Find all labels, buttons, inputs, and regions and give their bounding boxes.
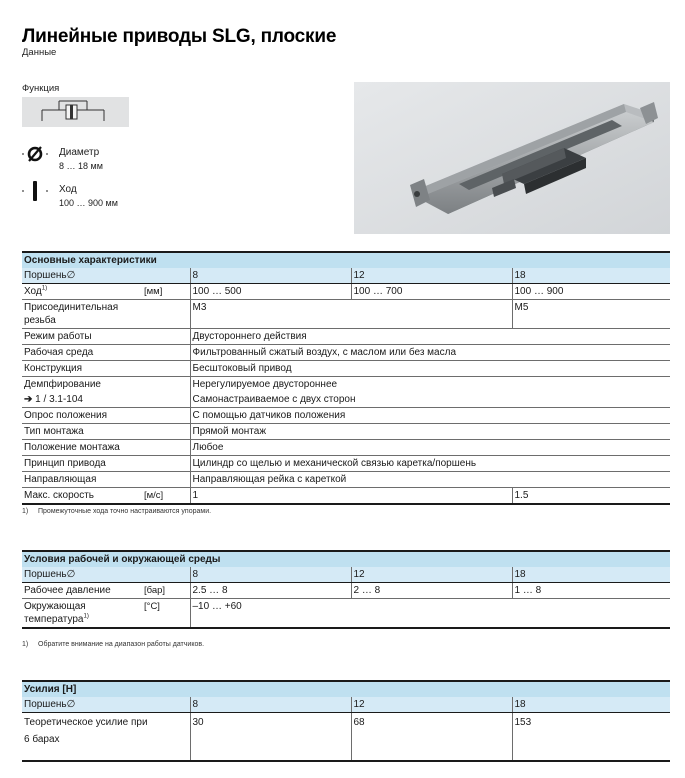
table-cell: Цилиндр со щелью и механической связью каретка/поршень xyxy=(190,456,670,472)
table-row xyxy=(22,345,670,361)
piston-label: Поршень xyxy=(24,569,67,580)
row-label: Конструкция xyxy=(22,361,190,377)
cushion-reference-link[interactable]: 1 / 3.1-104 xyxy=(35,394,83,405)
table-title: Основные характеристики xyxy=(22,252,670,268)
environment-conditions-table xyxy=(22,550,670,629)
table-cell: Двустороннего действия xyxy=(190,329,670,345)
page-subtitle: Данные xyxy=(22,47,57,58)
row-label: Рабочая среда xyxy=(22,345,190,361)
table-cell: 100 … 500 xyxy=(190,284,351,300)
stroke-icon xyxy=(22,181,50,201)
footnote-number: 1) xyxy=(22,641,29,648)
table-cell: 2.5 … 8 xyxy=(190,583,351,599)
piston-header xyxy=(22,268,190,284)
size-header: 18 xyxy=(512,567,670,583)
table-cell: Нерегулируемое двустороннее xyxy=(192,379,338,390)
table-row xyxy=(22,713,670,761)
table-row xyxy=(22,424,670,440)
diameter-symbol: ∅ xyxy=(66,699,76,710)
force-value: 30 xyxy=(192,717,204,728)
row-label xyxy=(22,488,190,505)
force-label-line2: 6 барах xyxy=(24,734,60,745)
row-label xyxy=(22,300,190,329)
size-header: 12 xyxy=(351,268,512,284)
stroke-value: 100 … 900 мм xyxy=(59,198,118,208)
diameter-icon xyxy=(22,144,50,164)
row-label: Тип монтажа xyxy=(22,424,190,440)
table-cell: 2 … 8 xyxy=(351,583,512,599)
table-cell: –10 … +60 xyxy=(190,599,670,629)
table-cell xyxy=(512,713,670,761)
row-label xyxy=(22,583,190,599)
size-header: 18 xyxy=(512,268,670,284)
row-label: Принцип привода xyxy=(22,456,190,472)
footnote xyxy=(22,508,211,515)
row-label: Положение монтажа xyxy=(22,440,190,456)
temp-label-line1: Окружающая xyxy=(24,601,86,612)
footnote xyxy=(22,641,204,648)
table-row xyxy=(22,599,670,629)
piston-header xyxy=(22,697,190,713)
function-symbol xyxy=(22,97,129,127)
table-title: Усилия [Н] xyxy=(22,681,670,697)
force-value: 153 xyxy=(514,717,532,728)
diameter-symbol: ∅ xyxy=(66,270,76,281)
table-cell: С помощью датчиков положения xyxy=(190,408,670,424)
table-cell: Прямой монтаж xyxy=(190,424,670,440)
piston-label: Поршень xyxy=(24,270,67,281)
table-cell: M3 xyxy=(190,300,512,329)
table-cell: 1 xyxy=(190,488,512,505)
page-title: Линейные приводы SLG, плоские xyxy=(22,26,337,47)
main-characteristics-table xyxy=(22,251,670,505)
diameter-value: 8 … 18 мм xyxy=(59,161,103,171)
size-header: 18 xyxy=(512,697,670,713)
table-row xyxy=(22,456,670,472)
row-label xyxy=(22,392,190,408)
table-cell: Бесштоковый привод xyxy=(190,361,670,377)
table-cell: 100 … 900 xyxy=(512,284,670,300)
force-value: 68 xyxy=(353,717,365,728)
linear-drive-image xyxy=(354,82,670,234)
row-label xyxy=(22,599,190,629)
table-cell: 100 … 700 xyxy=(351,284,512,300)
row-label: Опрос положения xyxy=(22,408,190,424)
unit: [м/с] xyxy=(144,490,164,501)
table-row xyxy=(22,300,670,329)
table-row xyxy=(22,377,670,393)
size-header: 8 xyxy=(190,268,351,284)
table-cell: Направляющая рейка с кареткой xyxy=(190,472,670,488)
stroke-label: Ход xyxy=(59,184,77,195)
table-row xyxy=(22,284,670,300)
table-row xyxy=(22,329,670,345)
table-cell xyxy=(351,713,512,761)
table-cell: 1 … 8 xyxy=(512,583,670,599)
table-cell xyxy=(190,713,351,761)
table-cell: M5 xyxy=(512,300,670,329)
table-row xyxy=(22,488,670,505)
table-title: Условия рабочей и окружающей среды xyxy=(22,551,670,567)
function-label: Функция xyxy=(22,83,60,94)
table-cell: Любое xyxy=(190,440,670,456)
unit: [°C] xyxy=(144,601,160,612)
table-row xyxy=(22,440,670,456)
row-label: Режим работы xyxy=(22,329,190,345)
temp-label-line2: температура xyxy=(24,614,84,625)
unit: [мм] xyxy=(144,286,163,297)
arrow-right-icon: ➔ xyxy=(24,394,33,405)
table-row xyxy=(22,361,670,377)
table-cell: Фильтрованный сжатый воздух, с маслом или без масла xyxy=(190,345,670,361)
port-label-line1: Присоединительная xyxy=(24,302,119,313)
diameter-label: Диаметр xyxy=(59,147,100,158)
size-header: 12 xyxy=(351,697,512,713)
piston-label: Поршень xyxy=(24,699,67,710)
table-cell: Самонастраиваемое с двух сторон xyxy=(190,392,670,408)
speed-label: Макс. скорость xyxy=(24,490,95,501)
size-header: 12 xyxy=(351,567,512,583)
row-label xyxy=(22,713,190,761)
table-cell: 1.5 xyxy=(512,488,670,505)
footnote-number: 1) xyxy=(22,508,29,515)
forces-table xyxy=(22,680,670,762)
table-row xyxy=(22,472,670,488)
port-label-line2: резьба xyxy=(24,315,56,326)
footnote-mark: 1) xyxy=(83,613,89,620)
row-label: Направляющая xyxy=(22,472,190,488)
stroke-row-label: Ход xyxy=(24,286,42,297)
size-header: 8 xyxy=(190,697,351,713)
footnote-text: Обратите внимание на диапазон работы датчиков. xyxy=(38,641,205,648)
footnote-mark: 1) xyxy=(41,285,48,292)
table-row xyxy=(22,583,670,599)
unit: [бар] xyxy=(144,585,166,596)
piston-header xyxy=(22,567,190,583)
size-header: 8 xyxy=(190,567,351,583)
force-label-line1: Теоретическое усилие при xyxy=(24,717,148,728)
linear-drive-symbol-icon xyxy=(22,97,129,127)
table-row xyxy=(22,392,670,408)
pressure-label: Рабочее давление xyxy=(24,585,111,596)
footnote-text: Промежуточные хода точно настраиваются упорами. xyxy=(38,508,212,515)
table-row xyxy=(22,408,670,424)
product-photo xyxy=(354,82,670,234)
row-label xyxy=(22,284,190,300)
diameter-symbol: ∅ xyxy=(66,569,76,580)
row-label: Демпфирование xyxy=(22,377,190,393)
